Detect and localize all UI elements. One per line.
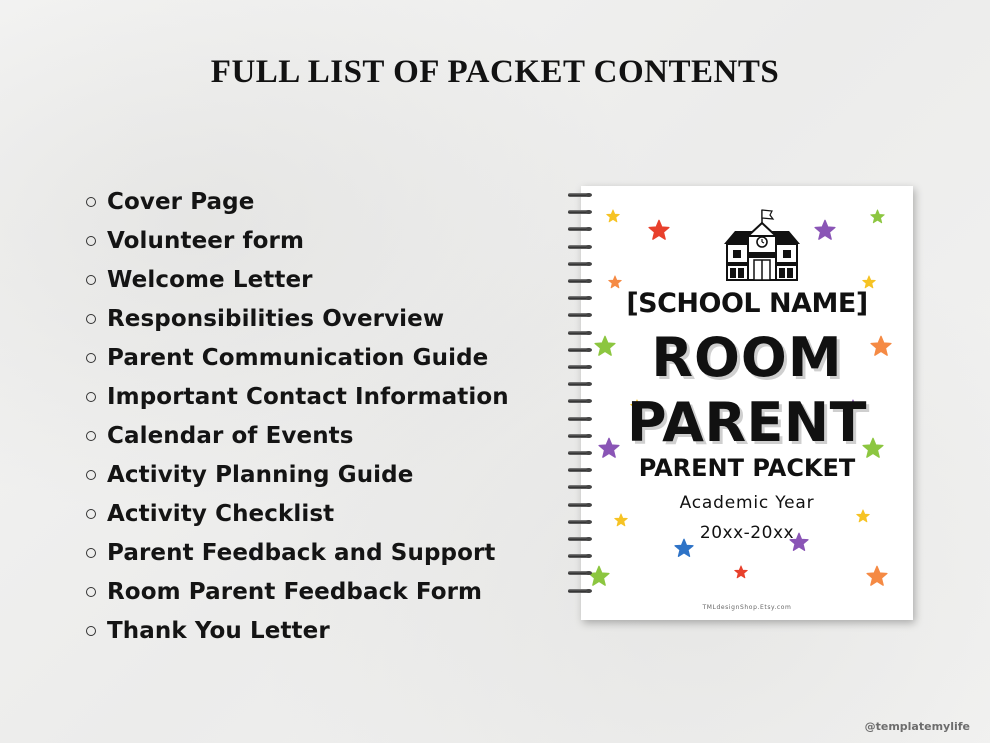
notebook-mockup	[566, 186, 914, 622]
circle-bullet-icon	[86, 509, 96, 519]
list-item	[86, 494, 509, 533]
list-item	[86, 377, 509, 416]
circle-bullet-icon	[86, 353, 96, 363]
circle-bullet-icon	[86, 197, 96, 207]
list-item	[86, 260, 509, 299]
circle-bullet-icon	[86, 236, 96, 246]
circle-bullet-icon	[86, 314, 96, 324]
academic-year-label: Academic Year	[679, 493, 815, 513]
circle-bullet-icon	[86, 470, 96, 480]
list-item-label: Room Parent Feedback Form	[107, 578, 483, 605]
list-item	[86, 182, 509, 221]
spiral-ring	[566, 244, 596, 250]
list-item-label: Volunteer form	[107, 227, 305, 254]
list-item-label: Cover Page	[107, 188, 255, 215]
spiral-ring	[566, 588, 596, 594]
cover-title-parent: PARENT	[627, 391, 867, 454]
spiral-ring	[566, 553, 596, 559]
circle-bullet-icon	[86, 548, 96, 558]
list-item-label: Important Contact Information	[107, 383, 509, 410]
circle-bullet-icon	[86, 587, 96, 597]
school-building-icon	[723, 206, 801, 282]
watermark: @templatemylife	[864, 720, 970, 733]
circle-bullet-icon	[86, 626, 96, 636]
page-title: FULL LIST OF PACKET CONTENTS	[210, 54, 780, 90]
list-item-label: Parent Feedback and Support	[107, 539, 496, 566]
star-icon	[606, 209, 620, 223]
star-icon	[814, 219, 836, 241]
list-item-label: Welcome Letter	[107, 266, 313, 293]
circle-bullet-icon	[86, 392, 96, 402]
cover-title-room: ROOM	[651, 326, 843, 389]
spiral-ring	[566, 209, 596, 215]
shop-url: TMLdesignShop.Etsy.com	[702, 604, 792, 611]
star-icon	[870, 209, 885, 224]
star-icon	[734, 565, 748, 579]
spiral-ring	[566, 261, 596, 267]
list-item-label: Responsibilities Overview	[107, 305, 445, 332]
list-item	[86, 221, 509, 260]
spiral-ring	[566, 484, 596, 490]
list-item-label: Thank You Letter	[107, 617, 330, 644]
school-name-text: [SCHOOL NAME]	[626, 288, 868, 319]
list-item	[86, 299, 509, 338]
spiral-ring	[566, 226, 596, 232]
list-item	[86, 338, 509, 377]
list-item-label: Parent Communication Guide	[107, 344, 489, 371]
star-icon	[866, 565, 888, 587]
spiral-ring	[566, 192, 596, 198]
list-item	[86, 533, 509, 572]
list-item-label: Activity Checklist	[107, 500, 335, 527]
academic-year-value: 20xx-20xx	[699, 523, 795, 543]
list-item-label: Activity Planning Guide	[107, 461, 414, 488]
list-item-label: Calendar of Events	[107, 422, 354, 449]
contents-list	[86, 182, 509, 650]
list-item	[86, 416, 509, 455]
list-item	[86, 572, 509, 611]
star-icon	[862, 275, 876, 289]
circle-bullet-icon	[86, 275, 96, 285]
star-icon	[608, 275, 622, 289]
list-item	[86, 455, 509, 494]
list-item	[86, 611, 509, 650]
circle-bullet-icon	[86, 431, 96, 441]
star-icon	[648, 219, 670, 241]
spiral-ring	[566, 278, 596, 284]
spiral-ring	[566, 570, 596, 576]
cover-subtitle: PARENT PACKET	[638, 454, 856, 482]
